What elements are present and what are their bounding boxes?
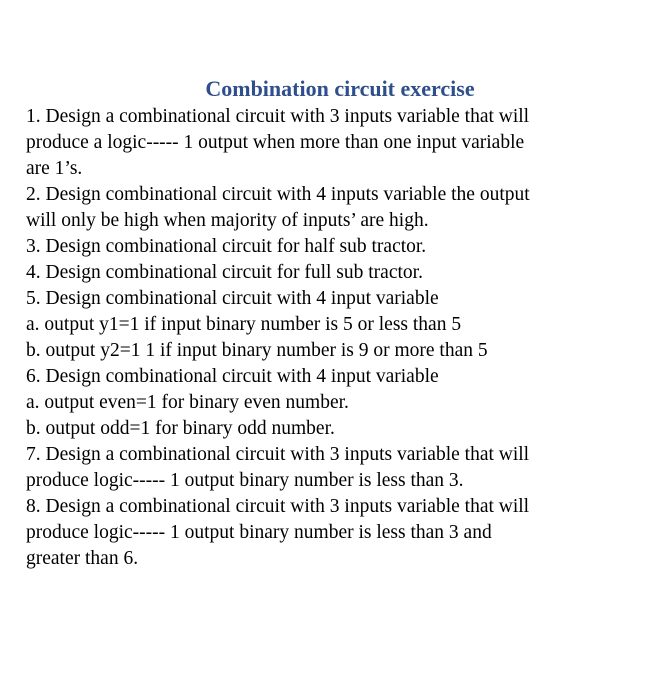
exercise-5-part-a: a. output y1=1 if input binary number is 5 or less than 5	[26, 314, 462, 335]
exercise-3: 3. Design combinational circuit for half sub tractor.	[26, 236, 427, 257]
exercise-7-line-1: 7. Design a combinational circuit with 3 inputs variable that will	[26, 444, 530, 465]
exercise-5: 5. Design combinational circuit with 4 input variable	[26, 288, 439, 309]
exercise-2-line-2: will only be high when majority of inputs’ are high.	[26, 210, 429, 231]
exercise-6-part-b: b. output odd=1 for binary odd number.	[26, 418, 335, 439]
exercise-8-line-2: produce logic----- 1 output binary number is less than 3 and	[26, 522, 492, 543]
exercise-1-line-2: produce a logic----- 1 output when more than one input variable	[26, 132, 525, 153]
exercise-4: 4. Design combinational circuit for full sub tractor.	[26, 262, 423, 283]
exercise-8-line-1: 8. Design a combinational circuit with 3 inputs variable that will	[26, 496, 530, 517]
exercise-1-line-1: 1. Design a combinational circuit with 3 inputs variable that will	[26, 106, 530, 127]
exercise-8-line-3: greater than 6.	[26, 548, 139, 569]
document	[26, 74, 626, 572]
document-title: Combination circuit exercise	[205, 76, 475, 101]
exercise-2-line-1: 2. Design combinational circuit with 4 inputs variable the output	[26, 184, 530, 205]
exercise-6: 6. Design combinational circuit with 4 input variable	[26, 366, 439, 387]
exercise-1-line-3: are 1’s.	[26, 158, 83, 179]
exercise-6-part-a: a. output even=1 for binary even number.	[26, 392, 349, 413]
exercise-7-line-2: produce logic----- 1 output binary number is less than 3.	[26, 470, 464, 491]
exercise-5-part-b: b. output y2=1 1 if input binary number is 9 or more than 5	[26, 340, 488, 361]
